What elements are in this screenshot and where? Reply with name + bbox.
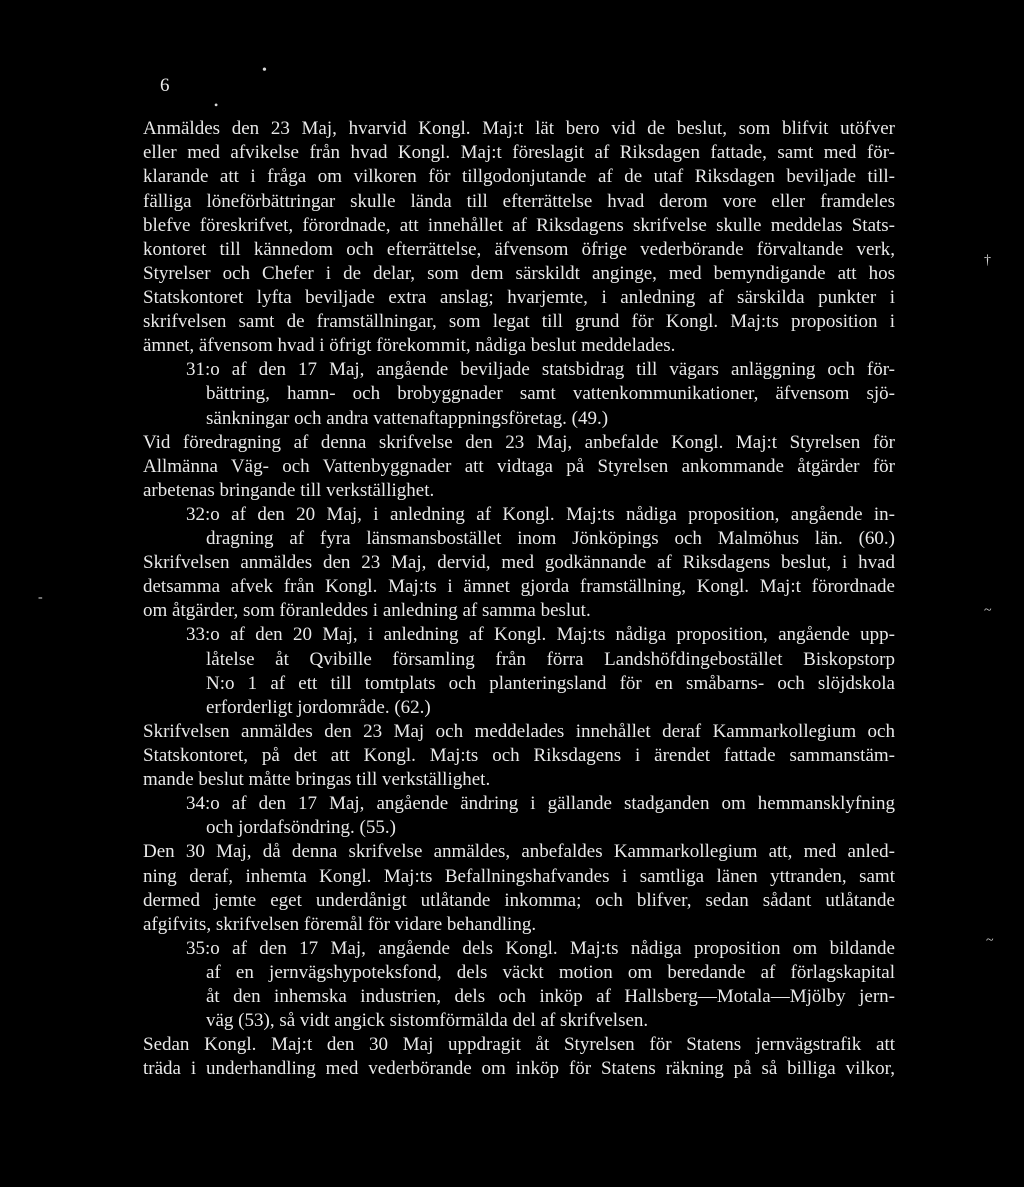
text-line: erforderligt jordområde. (62.) [206,697,431,718]
text-line: Allmänna Väg- och Vattenbyggnader att vidtaga på Styrelsen ankommande åtgärder för [143,456,895,477]
page-number: 6 [160,75,170,96]
text-line: Vid föredragning af denna skrifvelse den 23 Maj, anbefalde Kongl. Maj:t Styrelsen för [143,432,895,453]
text-line: N:o 1 af ett till tomtplats och planteringsland för en småbarns- och slöjdskola [206,673,895,694]
text-line: dragning af fyra länsmansbostället inom Jönköpings och Malmöhus län. (60.) [206,528,895,549]
text-line: ämnet, äfvensom hvad i öfrigt förekommit, nådiga beslut meddelades. [143,335,676,356]
text-line: åt den inhemska industrien, dels och inköp af Hallsberg—Motala—Mjölby jern- [206,986,895,1007]
text-line: blefve föreskrifvet, förordnade, att innehållet af Riksdagens skrifvelse skulle meddelas Stats- [143,215,895,236]
margin-mark: - [38,590,43,605]
text-line: skrifvelsen samt de framställningar, som legat till grund för Kongl. Maj:ts proposition i [143,311,895,332]
text-line: 35:o af den 17 Maj, angående dels Kongl. Maj:ts nådiga proposition om bildande [186,938,895,959]
text-line: fälliga löneförbättringar skulle lända till efterrättelse hvad derom vore eller framdeles [143,191,895,212]
text-line: 31:o af den 17 Maj, angående beviljade statsbidrag till vägars anläggning och för- [186,359,895,380]
text-line: 33:o af den 20 Maj, i anledning af Kongl. Maj:ts nådiga proposition, angående upp- [186,624,895,645]
speck-mark: • [214,98,219,112]
text-line: sänkningar och andra vattenaftappningsföretag. (49.) [206,408,609,429]
text-line: klarande att i fråga om vilkoren för tillgodonjutande af de utaf Riksdagen beviljade till- [143,166,895,187]
speck-mark: • [262,63,267,78]
text-line: mande beslut måtte bringas till verkställighet. [143,769,491,790]
text-line: och jordafsöndring. (55.) [206,817,396,838]
text-line: om åtgärder, som föranleddes i anledning af samma beslut. [143,600,591,621]
text-line: af en jernvägshypoteksfond, dels väckt motion om beredande af förlagskapital [206,962,895,983]
text-line: bättring, hamn- och brobyggnader samt vattenkommunikationer, äfvensom sjö- [206,383,895,404]
text-line: Statskontoret lyfta beviljade extra anslag; hvarjemte, i anledning af särskilda punkter i [143,287,895,308]
text-line: eller med afvikelse från hvad Kongl. Maj:t föreslagit af Riksdagen fattade, samt med för- [143,142,895,163]
text-line: låtelse åt Qvibille församling från förra Landshöfdingebostället Biskopstorp [206,649,895,670]
text-line: Anmäldes den 23 Maj, hvarvid Kongl. Maj:t lät bero vid de beslut, som blifvit utöfver [143,118,895,139]
text-line: Skrifvelsen anmäldes den 23 Maj och meddelades innehållet deraf Kammarkollegium och [143,721,895,742]
text-line: Sedan Kongl. Maj:t den 30 Maj uppdragit åt Styrelsen för Statens jernvägstrafik att [143,1034,895,1055]
text-line: detsamma afvek från Kongl. Maj:ts i ämnet gjorda framställning, Kongl. Maj:t förordnade [143,576,895,597]
text-line: Styrelser och Chefer i de delar, som dem särskildt anginge, med bemyndigande att hos [143,263,895,284]
text-line: väg (53), så vidt angick sistomförmälda del af skrifvelsen. [206,1010,649,1031]
margin-mark: ~ [984,603,992,618]
text-line: dermed jemte eget underdånigt utlåtande inkomma; och blifver, sedan sådant utlåtande [143,890,895,911]
margin-mark: ~ [986,933,994,948]
text-line: ning deraf, inhemta Kongl. Maj:ts Befallningshafvandes i samtliga länen yttranden, samt [143,866,895,887]
text-line: arbetenas bringande till verkställighet. [143,480,435,501]
text-line: träda i underhandling med vederbörande om inköp för Statens räkning på så billiga vilkor, [143,1058,895,1079]
margin-mark: † [984,253,991,268]
text-line: Den 30 Maj, då denna skrifvelse anmäldes, anbefaldes Kammarkollegium att, med anled- [143,841,895,862]
text-line: afgifvits, skrifvelsen föremål för vidare behandling. [143,914,537,935]
text-line: 32:o af den 20 Maj, i anledning af Kongl. Maj:ts nådiga proposition, angående in- [186,504,895,525]
text-line: Skrifvelsen anmäldes den 23 Maj, dervid, med godkännande af Riksdagens beslut, i hvad [143,552,895,573]
text-line: 34:o af den 17 Maj, angående ändring i gällande stadganden om hemmansklyfning [186,793,895,814]
text-line: Statskontoret, på det att Kongl. Maj:ts och Riksdagens i ärendet fattade sammanstäm- [143,745,895,766]
text-line: kontoret till kännedom och efterrättelse, äfvensom öfrige vederbörande förvaltande verk, [143,239,895,260]
